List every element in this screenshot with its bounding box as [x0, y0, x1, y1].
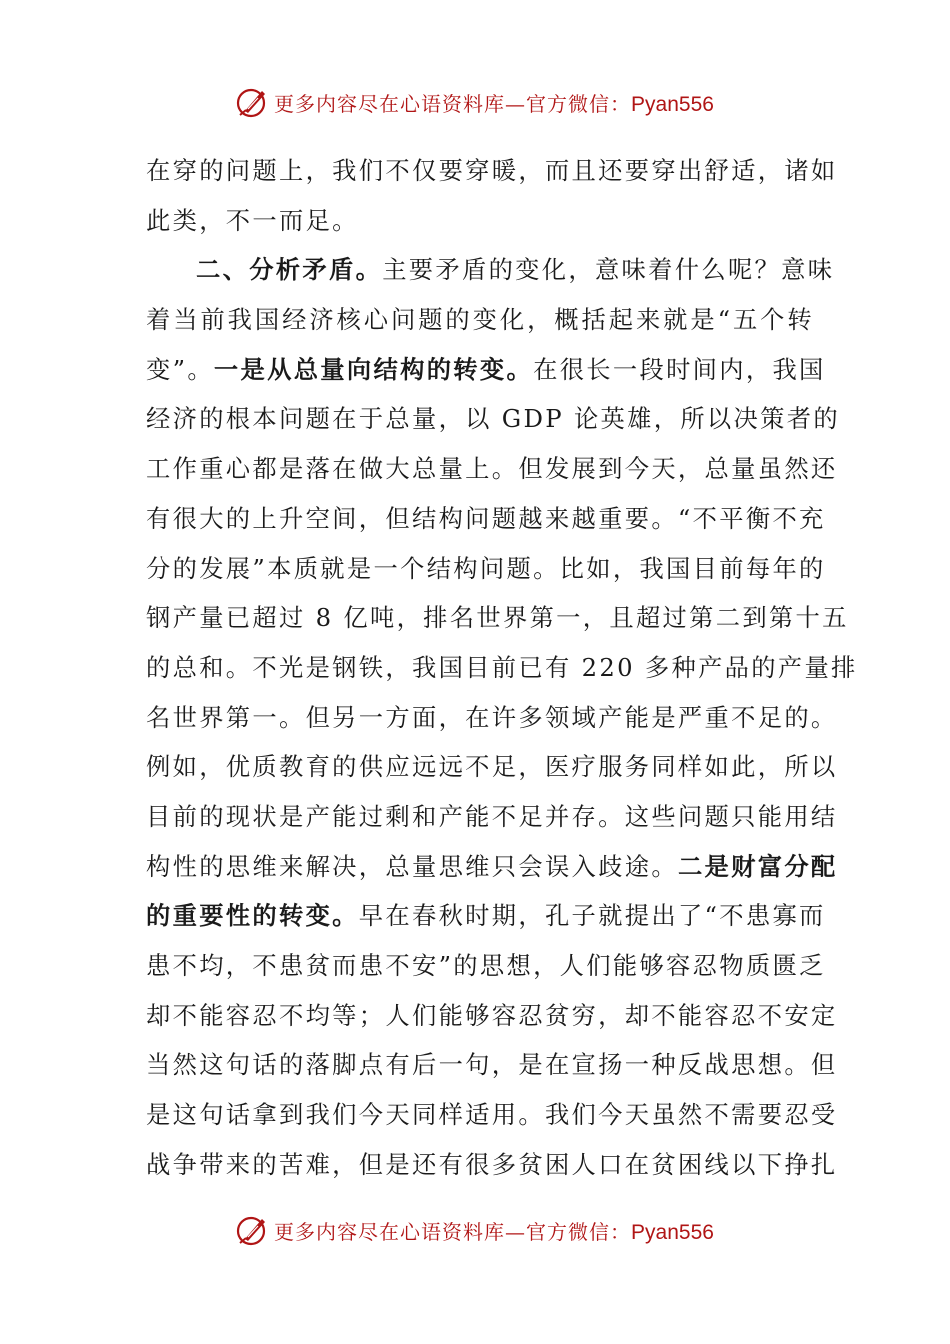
text-line: 钢产量已超过 8 亿吨，排名世界第一，且超过第二到第十五 — [146, 603, 849, 633]
section-heading-line: 二、分析矛盾。主要矛盾的变化，意味着什么呢？意味 — [196, 255, 835, 285]
feather-pen-logo-icon — [236, 1213, 270, 1247]
text-line: 战争带来的苦难，但是还有很多贫困人口在贫困线以下挣扎 — [146, 1149, 838, 1179]
footer-banner — [0, 1208, 950, 1252]
point-two-heading-cont: 的重要性的转变。 — [146, 901, 359, 931]
text-line: 的总和。不光是钢铁，我国目前已有 220 多种产品的产量排 — [146, 652, 858, 682]
header-wechat-handle: Pyan556 — [631, 92, 714, 116]
text-line: 在穿的问题上，我们不仅要穿暖，而且还要穿出舒适，诸如 — [146, 156, 838, 185]
text-line: 分的发展”本质就是一个结构问题。比如，我国目前每年的 — [146, 553, 826, 583]
text-line: 工作重心都是落在做大总量上。但发展到今天，总量虽然还 — [146, 454, 838, 484]
footer-wechat-handle: Pyan556 — [631, 1220, 714, 1244]
text-line: 构性的思维来解决，总量思维只会误入歧途。二是财富分配 — [146, 851, 838, 881]
text-line: 却不能容忍不均等；人们能够容忍贫穷，却不能容忍不安定 — [146, 1000, 838, 1030]
text-line: 例如，优质教育的供应远远不足，医疗服务同样如此，所以 — [146, 752, 838, 782]
text-line: 当然这句话的落脚点有后一句，是在宣扬一种反战思想。但 — [146, 1050, 838, 1080]
text-line: 着当前我国经济核心问题的变化，概括起来就是“五个转 — [146, 305, 814, 335]
text-line: 有很大的上升空间，但结构问题越来越重要。“不平衡不充 — [146, 503, 826, 533]
point-two-heading: 二是财富分配 — [677, 851, 838, 881]
text-line: 的重要性的转变。早在春秋时期，孔子就提出了“不患寡而 — [146, 901, 826, 931]
point-one-heading: 一是从总量向结构的转变。 — [213, 354, 534, 384]
text-line: 此类，不一而足。 — [146, 205, 359, 235]
text-line: 名世界第一。但另一方面，在许多领域产能是严重不足的。 — [146, 702, 838, 732]
document-body — [146, 146, 858, 1189]
text-line: 经济的根本问题在于总量，以 GDP 论英雄，所以决策者的 — [146, 404, 840, 434]
feather-pen-logo-icon — [236, 85, 270, 119]
text-line: 是这句话拿到我们今天同样适用。我们今天虽然不需要忍受 — [146, 1100, 838, 1130]
section-heading: 二、分析矛盾。 — [196, 255, 383, 285]
text-line: 患不均，不患贫而患不安”的思想，人们能够容忍物质匮乏 — [146, 951, 826, 980]
text-line: 目前的现状是产能过剩和产能不足并存。这些问题只能用结 — [146, 801, 838, 831]
header-banner — [0, 80, 950, 124]
header-banner-text: 更多内容尽在心语资料库—官方微信：Pyan556 — [274, 91, 714, 116]
text-line: 变”。一是从总量向结构的转变。在很长一段时间内，我国 — [146, 354, 826, 384]
footer-banner-text: 更多内容尽在心语资料库—官方微信：Pyan556 — [274, 1219, 714, 1244]
